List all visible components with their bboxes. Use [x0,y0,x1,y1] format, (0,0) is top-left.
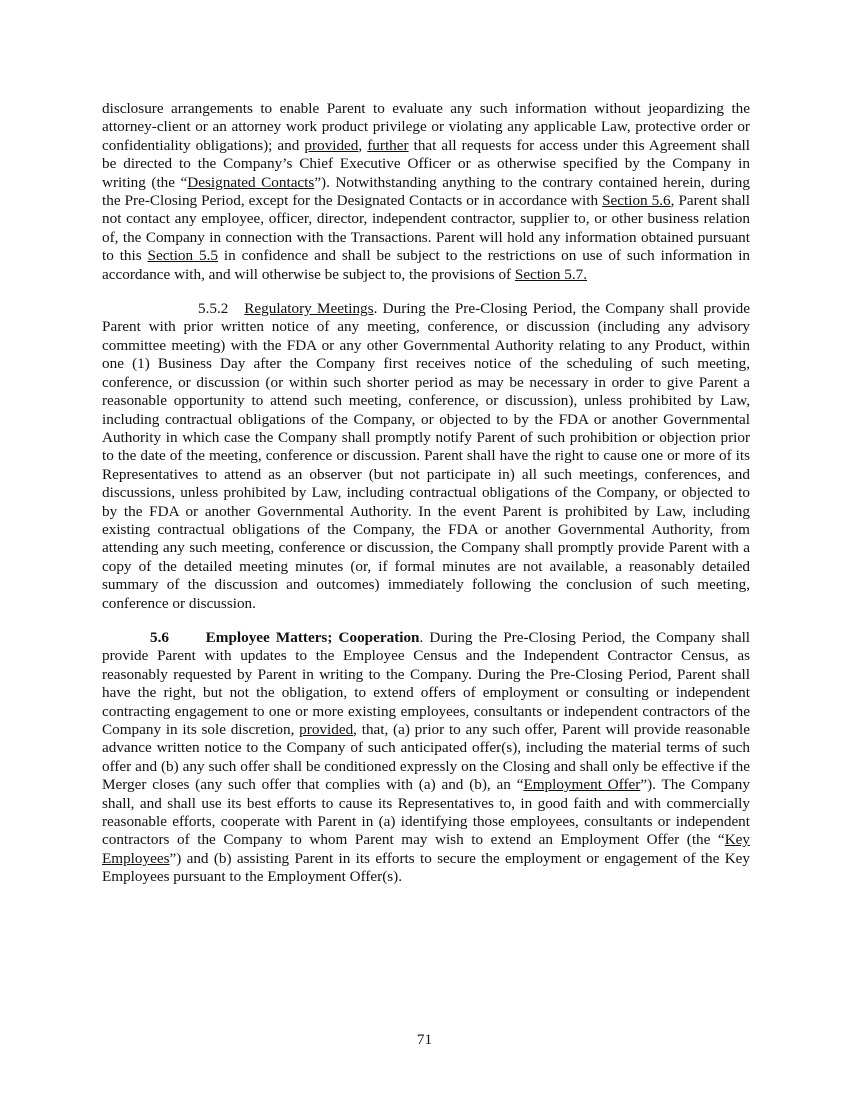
text-run: , Parent shall not contact any employee, officer, director, independent contractor, supplier to, or other business relation of, the Company in connection with the Transactions. Parent will hold any information obtained pursuant to this [102,192,751,265]
cross-reference-section-5-5: Section 5.5 [147,247,218,265]
section-number: 5.5.2 [198,300,229,318]
defined-term-employment-offer: Employment Offer [523,776,641,794]
text-run: , that, (a) prior to any such offer, Parent will provide reasonable advance written notice to the Company of such anticipated offer(s), including the material terms of such offer and (b) any such offer shall be conditioned expressly on the Closing and shall only be effective if the Merger closes (any such offer that complies with (a) and (b), an “ [102,721,751,794]
text-run: disclosure arrangements to enable Parent to evaluate any such information without jeopardizing the attorney-client or an attorney work product privilege or violating any applicable Law, protective order or confidentiality obligations); and [102,100,750,154]
cross-reference-section-5-6: Section 5.6 [602,192,671,210]
text-run: in confidence and shall be subject to the restrictions on use of such information in accordance with, and will otherwise be subject to, the provisions of [102,247,751,283]
text-run: ”). Notwithstanding anything to the contrary contained herein, during the Pre-Closing Period, except for the Designated Contacts or in accordance with [102,173,750,210]
section-heading: Regulatory Meetings [244,300,374,318]
text-run: ”). The Company shall, and shall use its best efforts to cause its Representatives to, in good faith and with commercially reasonable efforts, cooperate with Parent in (a) identifying those employees, consultants or independent contractors of the Company to whom Parent may wish to extend an Employment Offer (the “ [102,776,750,849]
section-number: 5.6 [150,628,169,646]
defined-term-further: further [367,136,409,154]
text-run: that all requests for access under this Agreement shall be directed to the Company’s Chief Executive Officer or as otherwise specified by the Company in writing (the “ [102,136,750,191]
paragraph-disclosure-continuation [102,100,750,284]
defined-term-designated-contacts: Designated Contacts [187,173,315,191]
text-run: . During the Pre-Closing Period, the Company shall provide Parent with prior written notice of any meeting, conference, or discussion (including any advisory committee meeting) with the FDA or any other Governmental Authority relating to any Product, within one (1) Business Day after the Company first receives notice of the scheduling of such meeting, conference, or discussion (or within such shorter period as may be necessary in order to give Parent a reasonable opportunity to attend such meeting, conference, or discussion), unless prohibited by Law, including contractual obligations of the Company, or objected to by the FDA or another Governmental Authority in which case the Company shall promptly notify Parent of such prohibition or objection prior to the date of the meeting, conference or discussion. Parent shall have the right to cause one or more of its Representatives to attend as an observer (but not participate in) all such meetings, conferences, and discussions, unless prohibited by Law, including contractual obligations of the Company, or objected to by the FDA or another Governmental Authority. In the event Parent is prohibited by Law, including existing contractual obligations of the Company, the FDA or another Governmental Authority, from attending any such meeting, conference or discussion, the Company shall promptly provide Parent with a copy of the detailed meeting minutes (or, if formal minutes are not available, a reasonably detailed summary of the discussion and outcomes) immediately following the conclusion of such meeting, conference or discussion. [102,300,751,612]
defined-term-provided: provided [304,136,359,154]
text-run: , [358,136,368,154]
paragraph-employee-matters [102,629,750,887]
cross-reference-section-5-7: Section 5.7. [514,265,588,283]
defined-term-provided: provided [299,721,354,738]
text-run: . During the Pre-Closing Period, the Company shall provide Parent with updates to the Employee Census and the Independent Contractor Census, as reasonably requested by Parent in writing to the Company. During the Pre-Closing Period, Parent shall have the right, but not the obligation, to extend offers of employment or consulting or independent contracting engagement to one or more existing employees, consultants or independent contractors of the Company in its sole discretion, [102,628,751,738]
text-run: ”) and (b) assisting Parent in its efforts to secure the employment or engagement of the Key Employees pursuant to the Employment Offer(s). [102,849,750,886]
defined-term-key-employees: Key Employees [102,831,750,867]
paragraph-regulatory-meetings [102,300,750,613]
section-heading: Employee Matters; Cooperation [205,628,420,646]
page-number: 71 [416,1031,433,1048]
document-body [102,100,750,887]
